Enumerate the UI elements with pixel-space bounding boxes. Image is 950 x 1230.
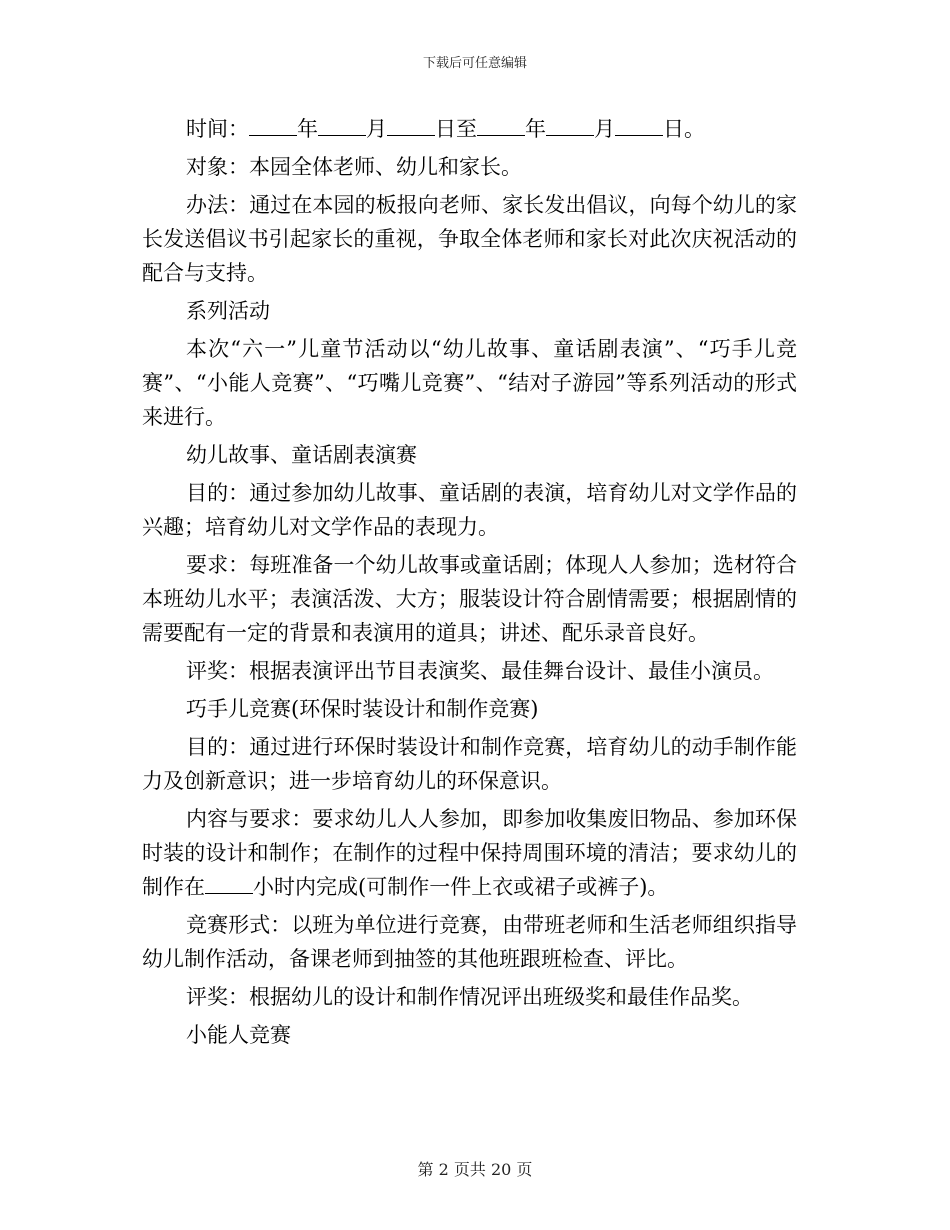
blank-field xyxy=(615,113,663,136)
paragraph-method: 办法：通过在本园的板报向老师、家长发出倡议，向每个幼儿的家长发送倡议书引起家长的重视，争取全体老师和家长对此次庆祝活动的配合与支持。 xyxy=(142,193,797,285)
time-unit: 年 xyxy=(297,117,318,141)
blank-field xyxy=(387,113,435,136)
blank-field xyxy=(249,113,297,136)
time-unit: 日至 xyxy=(435,117,477,141)
requirements-text: 小时内完成(可制作一件上衣或裙子或裤子)。 xyxy=(253,875,669,899)
section-heading-handcraft: 巧手儿竞赛(环保时装设计和制作竞赛) xyxy=(186,697,539,721)
paragraph-handcraft-format: 竞赛形式：以班为单位进行竞赛，由带班老师和生活老师组织指导幼儿制作活动，备课老师到抽签的其他班跟班检查、评比。 xyxy=(142,913,797,971)
paragraph-handcraft-awards: 评奖：根据幼儿的设计和制作情况评出班级奖和最佳作品奖。 xyxy=(186,985,753,1009)
paragraph-series-intro: 本次“六一”儿童节活动以“幼儿故事、童话剧表演”、“巧手儿竞赛”、“小能人竞赛”、“巧嘴儿竞赛”、“结对子游园”等系列活动的形式来进行。 xyxy=(142,337,797,429)
paragraph-target: 对象：本园全体老师、幼儿和家长。 xyxy=(186,155,522,179)
time-unit: 日。 xyxy=(663,117,705,141)
paragraph-story-awards: 评奖：根据表演评出节目表演奖、最佳舞台设计、最佳小演员。 xyxy=(186,659,774,683)
time-unit: 月 xyxy=(594,117,615,141)
paragraph-handcraft-purpose: 目的：通过进行环保时装设计和制作竞赛，培育幼儿的动手制作能力及创新意识；进一步培育幼儿的环保意识。 xyxy=(142,735,797,793)
section-heading-series: 系列活动 xyxy=(186,299,270,323)
paragraph-handcraft-requirements xyxy=(142,802,797,904)
section-heading-talent: 小能人竞赛 xyxy=(186,1023,291,1047)
paragraph-story-requirements: 要求：每班准备一个幼儿故事或童话剧；体现人人参加；选材符合本班幼儿水平；表演活泼、大方；服装设计符合剧情需要；根据剧情的需要配有一定的背景和表演用的道具；讲述、配乐录音良好。 xyxy=(142,553,797,645)
requirements-text: 内容与要求：要求幼儿人人参加，即参加收集废旧物品、参加环保时装的设计和制作；在制作的过程中保持周围环境的清洁；要求幼儿的制作在 xyxy=(142,807,797,899)
blank-field xyxy=(318,113,366,136)
section-heading-story: 幼儿故事、童话剧表演赛 xyxy=(186,443,417,467)
time-line xyxy=(142,112,797,146)
blank-field xyxy=(477,113,525,136)
document-body xyxy=(142,112,797,1052)
paragraph-story-purpose: 目的：通过参加幼儿故事、童话剧的表演，培育幼儿对文学作品的兴趣；培育幼儿对文学作品的表现力。 xyxy=(142,481,797,539)
time-unit: 年 xyxy=(525,117,546,141)
blank-field xyxy=(205,871,253,894)
page-footer: 第 2 页共 20 页 xyxy=(417,1160,533,1179)
page-header: 下载后可任意编辑 xyxy=(422,56,527,71)
time-label: 时间： xyxy=(186,117,249,141)
blank-field xyxy=(546,113,594,136)
time-unit: 月 xyxy=(366,117,387,141)
